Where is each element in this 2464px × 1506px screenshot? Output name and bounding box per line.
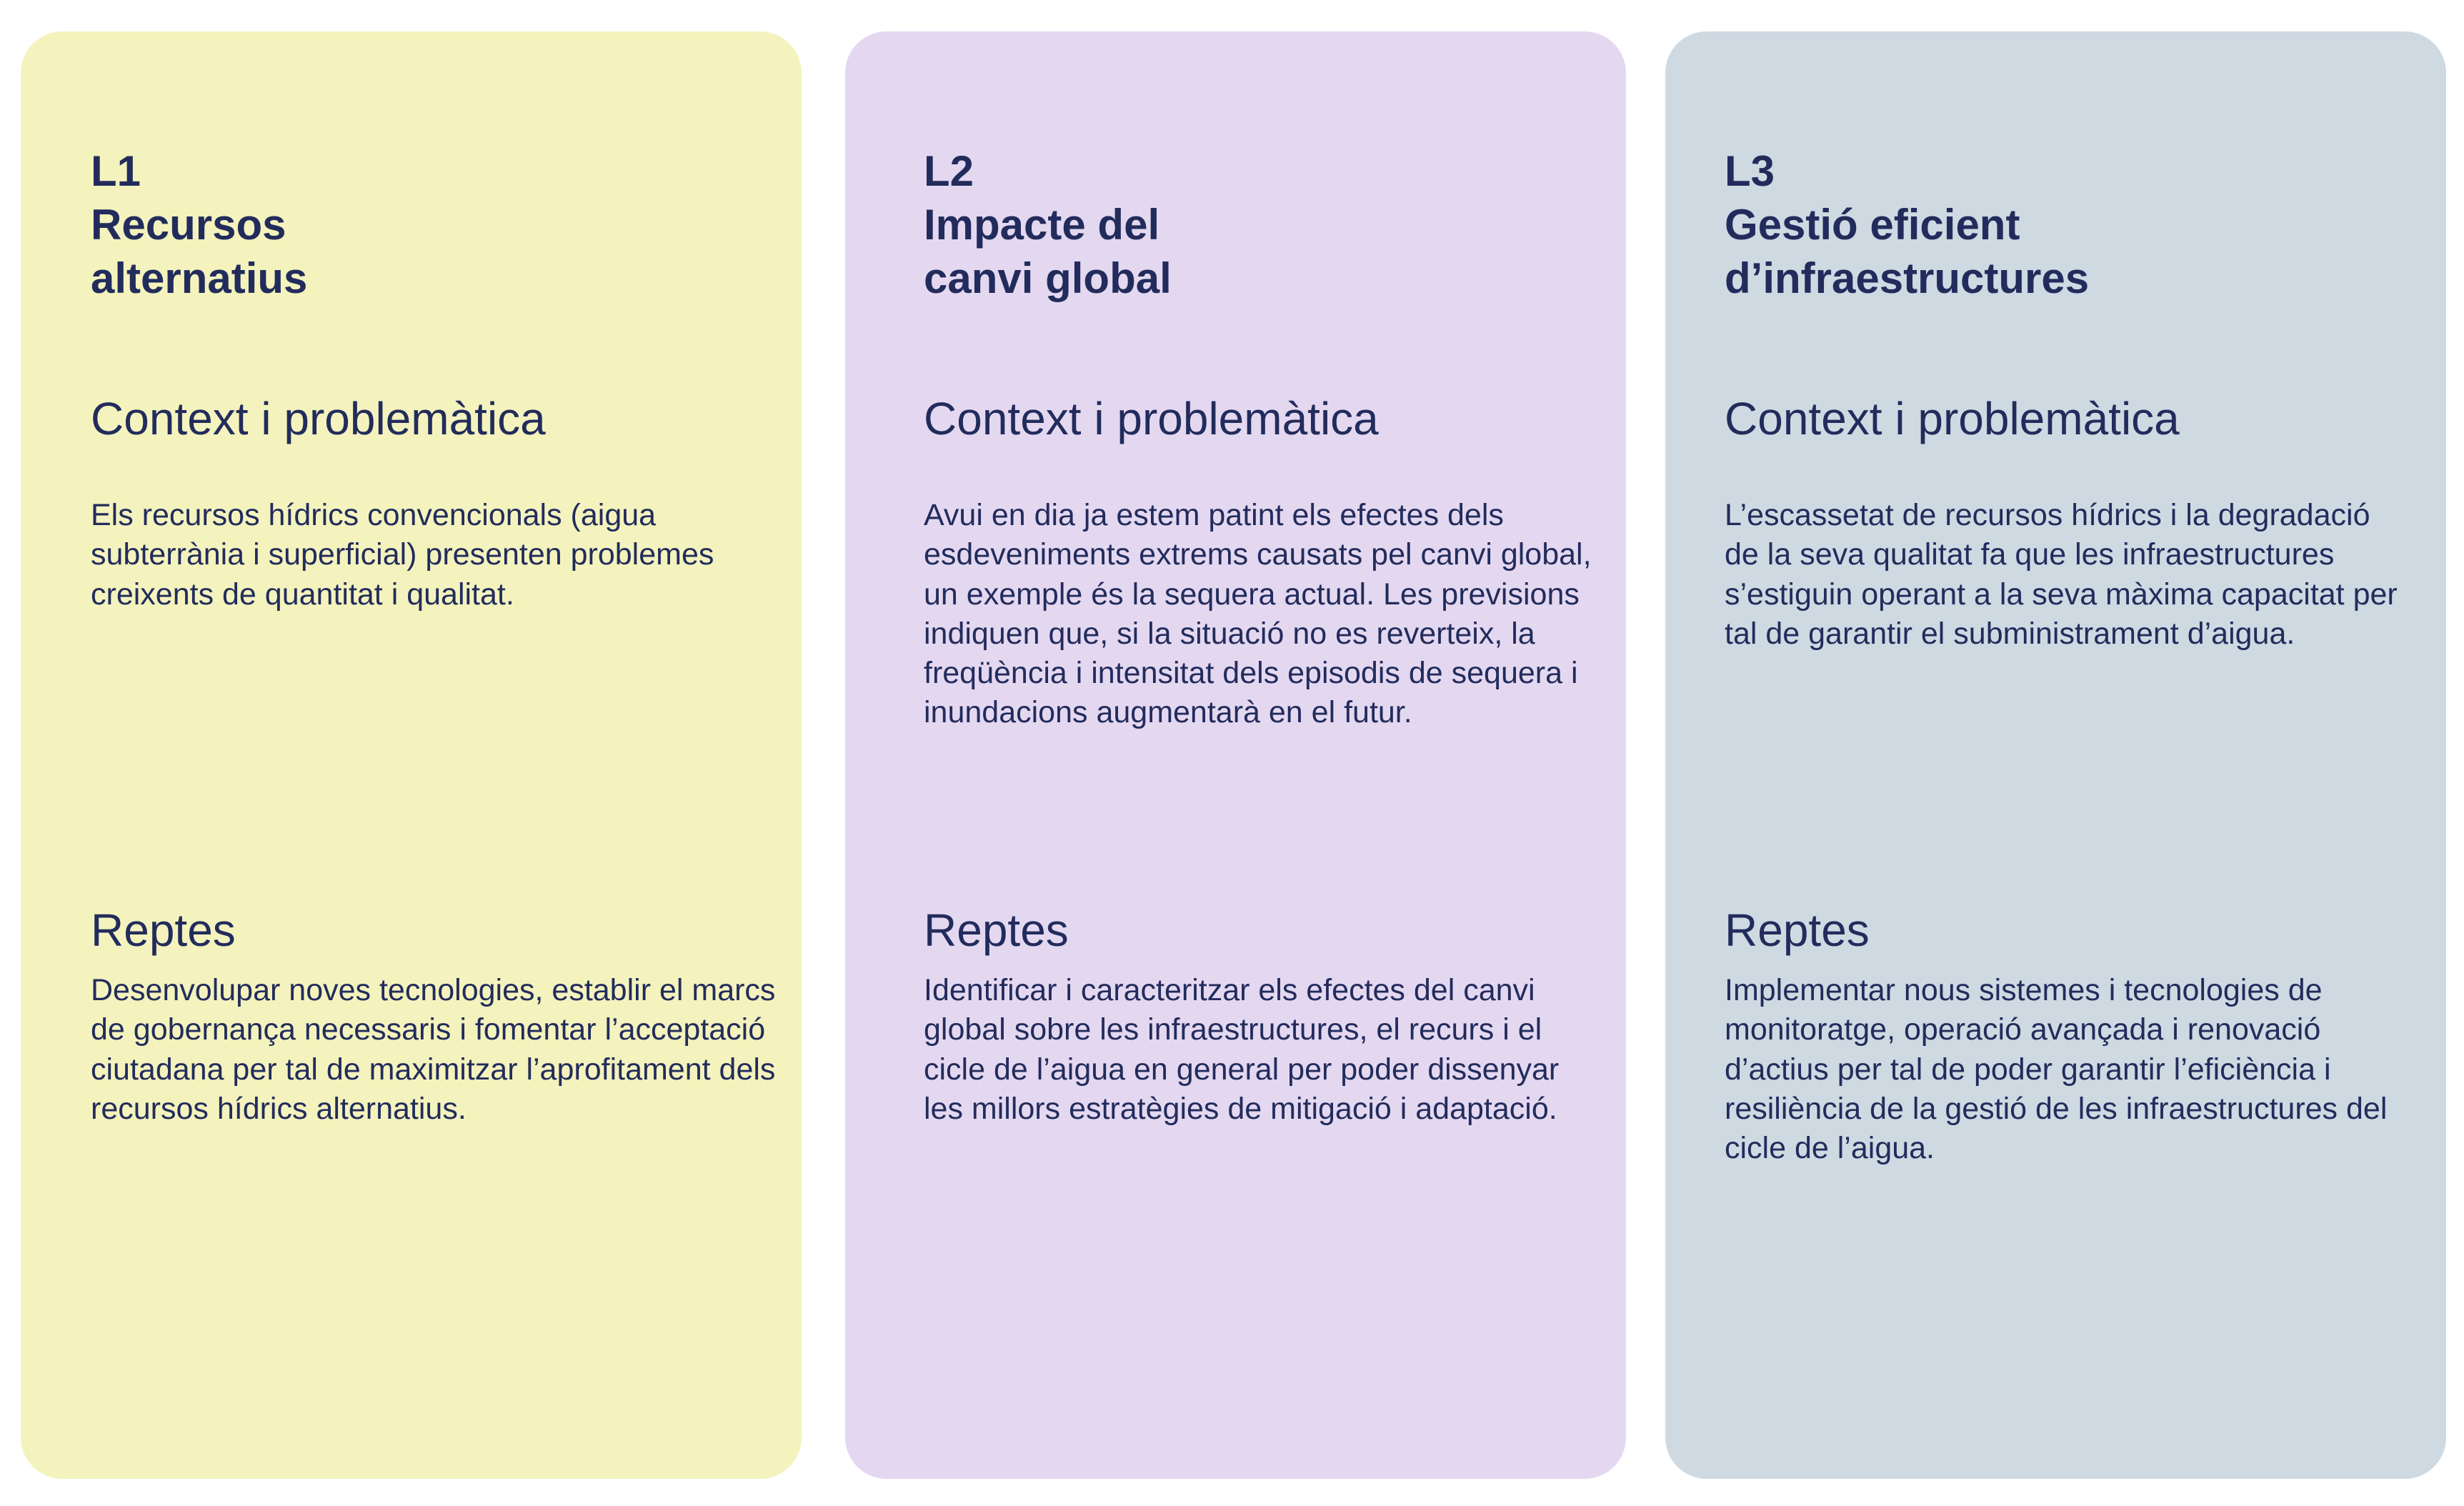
reptes-heading: Reptes (91, 904, 236, 956)
card-code: L3 (1725, 147, 1775, 195)
context-text: Els recursos hídrics convencionals (aigua subterrània i superficial) presenten problemes creixents de quantitat i qualitat. (91, 498, 714, 612)
reptes-text: Desenvolupar noves tecnologies, establir el marcs de gobernança necessaris i fomentar l’acceptació ciutadana per tal de maximitzar l’aprofitament dels recursos hídrics alternatius. (91, 973, 776, 1126)
card-title: Gestió eficient d’infraestructures (1725, 201, 2090, 302)
context-heading: Context i problemàtica (91, 393, 546, 444)
context-text: Avui en dia ja estem patint els efectes dels esdeveniments extrems causats pel canvi global, un exemple és la sequera actual. Les previsions indiquen que, si la situació no es reverteix, la freqüència i intensitat dels episodis de sequera i inundacions augmentarà en el futur. (924, 498, 1592, 730)
card-title: Impacte del canvi global (924, 201, 1172, 302)
reptes-text: Identificar i caracteritzar els efectes del canvi global sobre les infraestructures, el recurs i el cicle de l’aigua en general per poder dissenyar les millors estratègies de mitigació i adaptació. (924, 973, 1560, 1126)
context-heading: Context i problemàtica (1725, 393, 2180, 444)
card-code: L2 (924, 147, 974, 195)
context-text: L’escassetat de recursos hídrics i la degradació de la seva qualitat fa que les infraestructures s’estiguin operant a la seva màxima capacitat per tal de garantir el subministrament d’aigua. (1725, 498, 2398, 651)
card-l1 (21, 31, 802, 1479)
card-title: Recursos alternatius (91, 201, 308, 302)
card-l3 (1665, 31, 2446, 1479)
context-heading: Context i problemàtica (924, 393, 1379, 444)
card-l2 (845, 31, 1626, 1479)
reptes-text: Implementar nous sistemes i tecnologies de monitoratge, operació avançada i renovació d’actius per tal de poder garantir l’eficiència i resiliència de la gestió de les infraestructures del cicle de l’aigua. (1725, 973, 2388, 1166)
reptes-heading: Reptes (924, 904, 1069, 956)
reptes-heading: Reptes (1725, 904, 1870, 956)
card-code: L1 (91, 147, 141, 195)
